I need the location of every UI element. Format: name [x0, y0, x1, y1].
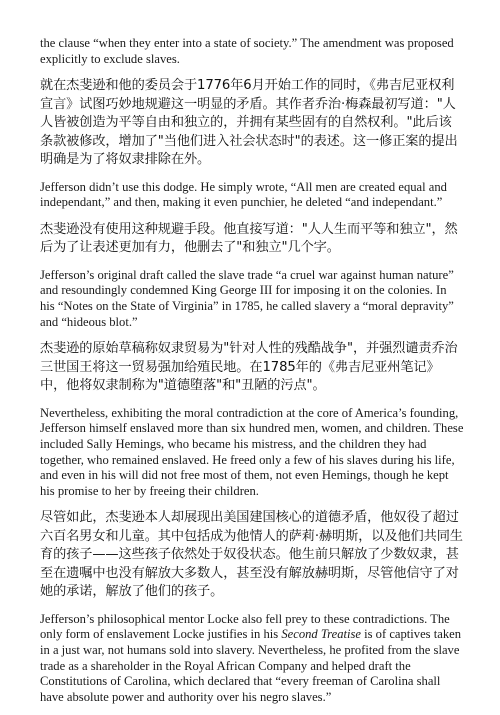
document-page: [40, 36, 464, 715]
paragraph-en-4: Nevertheless, exhibiting the moral contradiction at the core of America’s founding, Jefferson himself enslaved more than six hundred men, women, and children. These included Sally Hemings, who became his mistress, and the children they had together, who remained enslaved. He freed only a few of his slaves during his life, and even in his will did not free most of them, not even Hemings, though he kept his promise to her by freeing their children.: [40, 405, 464, 498]
book-title-second-treatise: Second Treatise: [281, 627, 361, 642]
paragraph-zh-2: 杰斐逊没有使用这种规避手段。他直接写道："人人生而平等和独立"，然后为了让表述更加有力，他删去了"和独立"几个字。: [40, 221, 458, 256]
paragraph-zh-3: 杰斐逊的原始草稿称奴隶贸易为"针对人性的残酷战争"，并强烈谴责乔治三世国王将这一贸易强加给殖民地。在1785年的《弗吉尼亚州笔记》中，他将奴隶制称为"道德堕落"和"丑陋的污点"。: [40, 341, 458, 394]
paragraph-zh-1: 就在杰斐逊和他的委员会于1776年6月开始工作的同时，《弗吉尼亚权利宣言》试图巧妙地规避这一明显的矛盾。其作者乔治·梅森最初写道："人人皆被创造为平等自由和独立的，并拥有某些固有的自然权利。"此后该条款被修改，增加了"当他们进入社会状态时"的表述。这一修正案的提出明确是为了将奴隶排除在外。: [40, 78, 458, 168]
paragraph-en-5-part2: is of captives taken in a just war, not humans sold into slavery. Nevertheless, he profited from the slave trade as a shareholder in the Royal African Company and helped draft the Constitutions of Carolina, which declared that “every freeman of Carolina shall have absolute power and authority over his negro slaves.”: [40, 627, 462, 704]
paragraph-en-3: Jefferson’s original draft called the slave trade “a cruel war against human nature” and resoundingly condemned King George III for imposing it on the colonies. In his “Notes on the State of Virginia” in 1785, he called slavery a “moral depravity” and “hideous blot.”: [40, 267, 454, 329]
paragraph-en-1: the clause “when they enter into a state of society.” The amendment was proposed explicitly to exclude slaves.: [40, 36, 454, 66]
paragraph-en-5: [40, 612, 464, 706]
paragraph-en-2: Jefferson didn’t use this dodge. He simply wrote, “All men are created equal and independant,” and then, making it even punchier, he deleted “and independant.”: [40, 179, 447, 210]
paragraph-zh-4: 尽管如此，杰斐逊本人却展现出美国建国核心的道德矛盾，他奴役了超过六百名男女和儿童。其中包括成为他情人的萨莉·赫明斯，以及他们共同生育的孩子——这些孩子依然处于奴役状态。他生前只解放了少数奴隶，甚至在遗嘱中也没有解放大多数人，甚至没有解放赫明斯，尽管他信守了对她的承诺，解放了他们的孩子。: [40, 510, 463, 600]
paragraph-en-5-part1: Jefferson’s philosophical mentor Locke also fell prey to these contradictions. The only form of enslavement Locke justifies in his: [40, 611, 450, 642]
